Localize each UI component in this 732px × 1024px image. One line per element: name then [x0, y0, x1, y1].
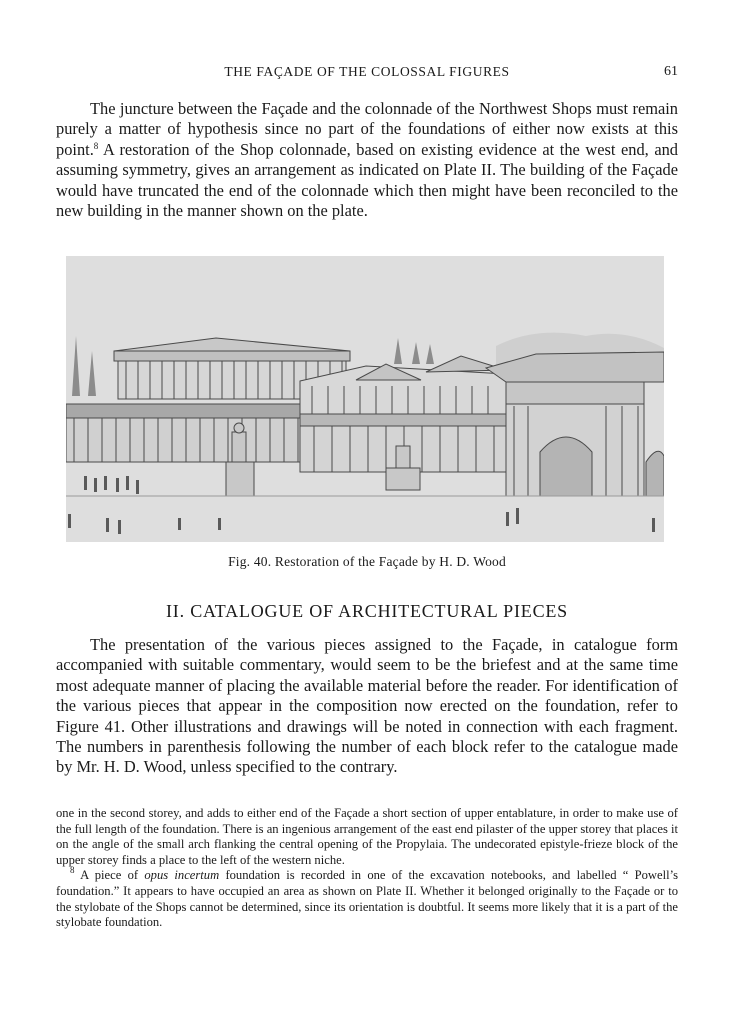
footnote-ref-8[interactable]: 8: [93, 140, 99, 151]
body-paragraph-1: [56, 99, 678, 221]
section-heading: II. CATALOGUE OF ARCHITECTURAL PIECES: [166, 601, 568, 621]
propylaia-arch: [506, 382, 664, 496]
paragraph-1-text-b: A restoration of the Shop colonnade, based on existing evidence at the west end, and assuming symmetry, gives an arrangement as indicated on Plate II. The building of the Façade would have truncated the end of the colonnade which then might have been reconciled to the new building in the manner shown on the plate.: [56, 139, 678, 221]
figure-40-illustration: [66, 256, 664, 542]
body-paragraph-2: The presentation of the various pieces assigned to the Façade, in catalogue form accompanied with suitable commentary, would seem to be the briefest and at the same time most adequate manner of placing the available material before the reader. For identification of the various pieces that appear in the composition now erected on the foundation, refer to Figure 41. Other illustrations and drawings will be noted in connection with each fragment. The numbers in parenthesis following the number of each block refer to the catalogue made by Mr. H. D. Wood, unless specified to the contrary.: [56, 635, 678, 777]
restoration-drawing: [66, 256, 664, 542]
running-title: THE FAÇADE OF THE COLOSSAL FIGURES: [224, 64, 510, 79]
footnote-continuation: one in the second storey, and adds to either end of the Façade a short section of upper entablature, in order to make use of the full length of the foundation. There is an ingenious arrangement of the east end pilaster of the upper storey that places it on the angle of the small arch flanking the central opening of the Propylaia. The undecorated epistyle-frieze block of the upper storey finds a place to the left of the western niche.: [56, 806, 678, 867]
footnote-8-italic: opus incertum: [144, 868, 220, 883]
footnote-8-marker: 8: [70, 865, 75, 876]
page-number: 61: [664, 64, 678, 79]
left-stoa: [66, 404, 301, 462]
footnote-8-text-b: foundation is recorded in one of the excavation notebooks, and labelled “ Powell’s foundation.” It appears to have occupied an area as shown on Plate II. Whether it belonged originally to the Façade or to the stylobate of the Shops cannot be determined, since its orientation is doubtful. It seems more likely that it is a part of the stylobate foundation.: [56, 868, 678, 930]
footnotes: [56, 806, 678, 931]
footnote-8-text-a: A piece of: [74, 868, 145, 883]
figure-caption: Fig. 40. Restoration of the Façade by H. D. Wood: [228, 554, 506, 569]
paragraph-1-text-a: The juncture between the Façade and the colonnade of the Northwest Shops must remain purely a matter of hypothesis since no part of the foundations of either now exists at this point.: [56, 99, 678, 159]
running-head: [56, 64, 678, 86]
footnote-8: [56, 865, 678, 930]
